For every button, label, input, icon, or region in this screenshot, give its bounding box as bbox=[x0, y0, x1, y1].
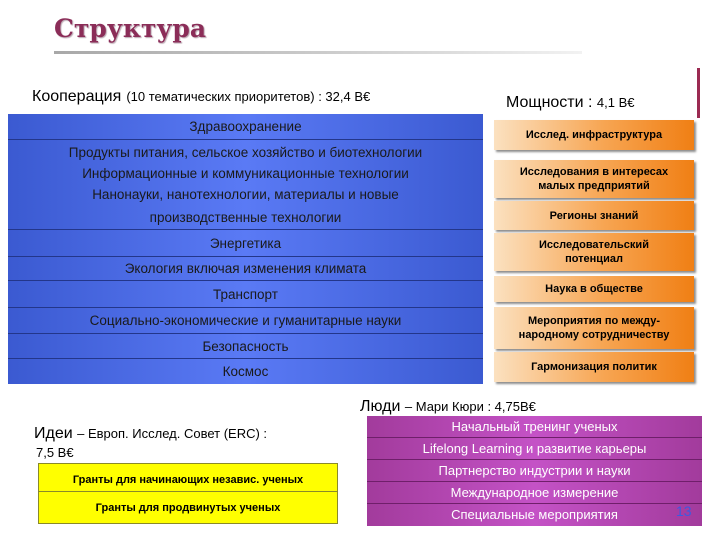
ideas-label: Идеи bbox=[34, 425, 73, 442]
theme-item: Социально-экономические и гуманитарные науки bbox=[8, 309, 483, 334]
theme-item: Нанонауки, нанотехнологии, материалы и новые bbox=[92, 187, 399, 202]
people-item: Начальный тренинг ученых bbox=[367, 416, 702, 438]
capacities-heading bbox=[506, 94, 635, 112]
capacity-item: Исследования в интересах малых предприятий bbox=[494, 160, 694, 198]
page-title: Структура bbox=[54, 14, 207, 43]
capacities-amount: 4,1 B€ bbox=[596, 95, 635, 110]
cooperation-heading bbox=[32, 86, 370, 106]
theme-item: производственные технологии bbox=[8, 206, 483, 230]
capacity-item: Гармонизация политик bbox=[494, 352, 694, 382]
ideas-amount: 7,5 B€ bbox=[36, 445, 74, 460]
theme-item: Здравоохранение bbox=[8, 114, 483, 140]
theme-item: Экология включая изменения климата bbox=[8, 258, 483, 281]
capacity-item: Мероприятия по между-народному сотрудничеству bbox=[494, 307, 694, 349]
theme-item: Космос bbox=[222, 364, 269, 379]
capacity-item: Исследовательский потенциал bbox=[494, 233, 694, 271]
people-item: Партнерство индустрии и науки bbox=[367, 460, 702, 482]
theme-item: Безопасность bbox=[8, 335, 483, 359]
people-item: Lifelong Learning и развитие карьеры bbox=[367, 438, 702, 460]
ideas-grant-item: Гранты для начинающих независ. ученых bbox=[38, 463, 338, 496]
cooperation-label: Кооперация bbox=[32, 88, 122, 105]
capacities-label: Мощности : bbox=[506, 94, 593, 111]
title-underline bbox=[54, 51, 582, 54]
cooperation-detail: (10 тематических приоритетов) : 32,4 B€ bbox=[126, 89, 371, 104]
theme-item: Транспорт bbox=[8, 282, 483, 308]
ideas-detail: – Европ. Исслед. Совет (ERC) : bbox=[77, 426, 268, 441]
people-detail: – Мари Кюри : 4,75B€ bbox=[404, 399, 536, 414]
capacity-item: Регионы знаний bbox=[494, 201, 694, 230]
theme-item: Энергетика bbox=[8, 231, 483, 257]
page-number: 13 bbox=[676, 503, 692, 519]
capacity-item: Исслед. инфраструктура bbox=[494, 120, 694, 150]
theme-item: Продукты питания, сельское хозяйство и биотехнологии bbox=[68, 145, 423, 160]
corner-accent-bar bbox=[697, 68, 700, 118]
people-item: Специальные мероприятия bbox=[451, 507, 618, 522]
ideas-grant-item: Гранты для продвинутых ученых bbox=[38, 491, 338, 524]
theme-item: Информационные и коммуникационные технологии bbox=[82, 166, 409, 181]
capacity-item: Наука в обществе bbox=[494, 276, 694, 302]
people-heading bbox=[360, 398, 536, 416]
ideas-heading bbox=[34, 425, 267, 443]
people-label: Люди bbox=[360, 398, 401, 415]
people-item: Международное измерение bbox=[367, 482, 702, 504]
